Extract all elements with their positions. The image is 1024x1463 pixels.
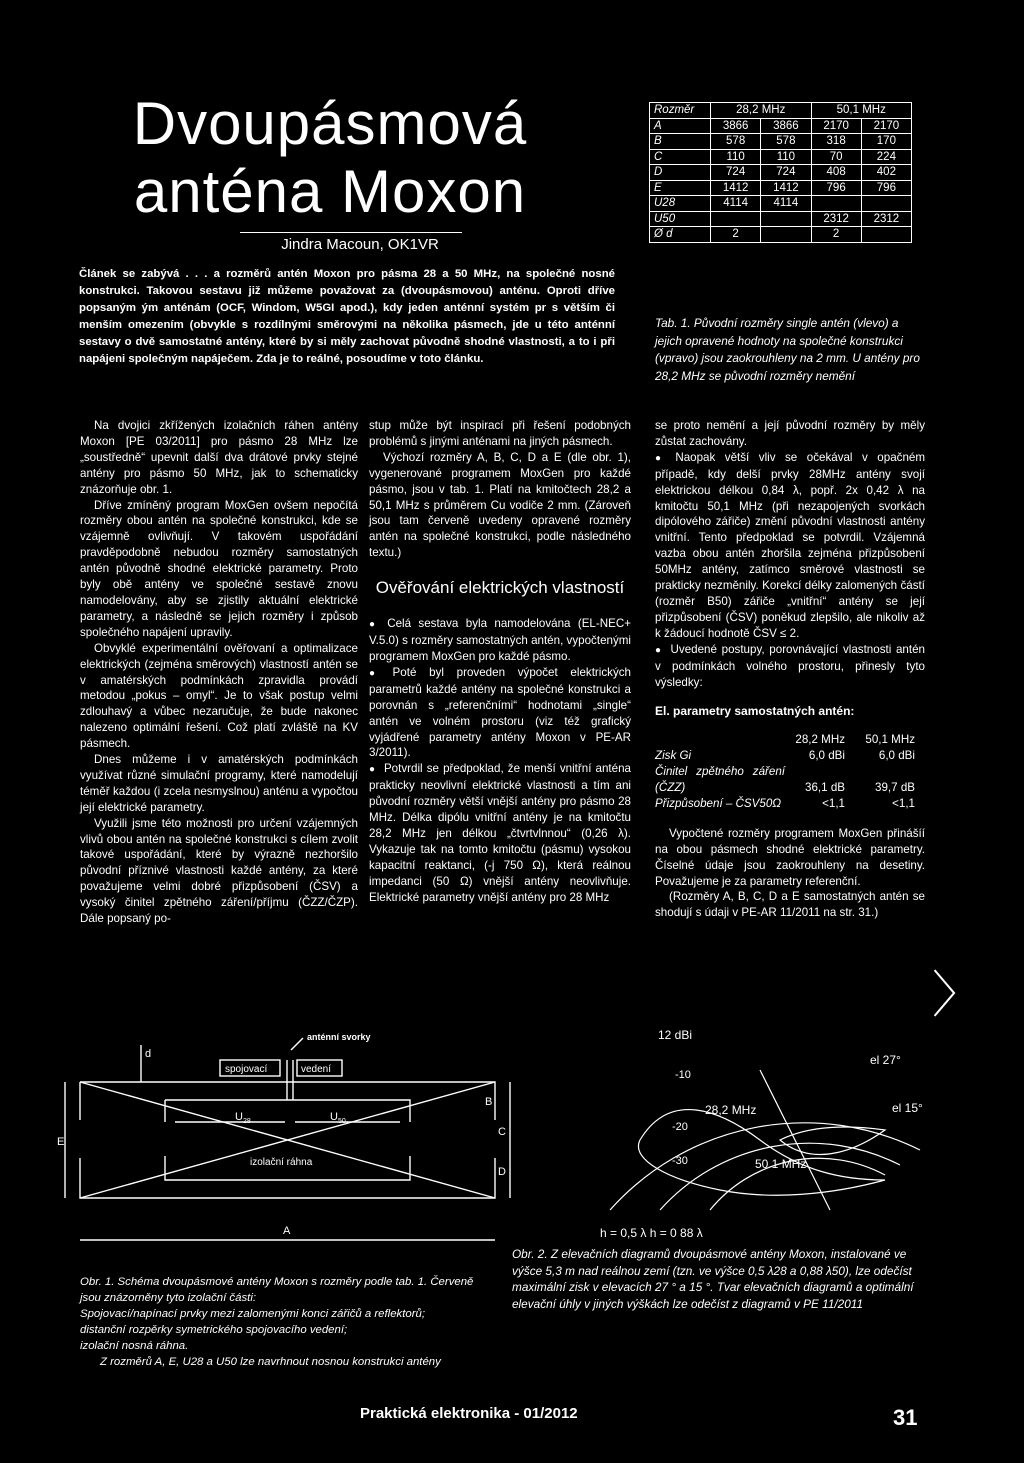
dims-row-label: E [650,180,711,196]
dimensions-table [649,102,912,243]
table-caption: Tab. 1. Původní rozměry single antén (vlevo) a jejich opravené hodnoty na společné konstrukci (vpravo) jsou zaokrouhleny na 2 mm. U antény pro 28,2 MHz se původní rozměry nemění [655,316,920,383]
fig2-label-m30: -30 [672,1155,688,1167]
dims-cell: 1412 [761,180,811,196]
col1-paragraph: Na dvojici zkřížených izolačních ráhen antény Moxon [PE 03/2011] pro pásmo 28 MHz lze „soustředně“ upevnit další dva drátové prvky stejné antény pro pásmo 50 MHz, jak to schematicky znázorňuje obr. 1. [80,419,358,496]
author: Jindra Macoun, OK1VR [281,236,439,253]
params-cell: <1,1 [822,796,845,810]
author-rule [240,232,462,233]
col3-bullet: ● Uvedené postupy, porovnávající vlastnosti antén v podmínkách volného prostoru, přinesly tyto výsledky: [655,642,925,691]
fig2-label-el27: el 27° [870,1053,901,1067]
dims-row-label: C [650,149,711,165]
col3-paragraph: Vypočtené rozměry programem MoxGen přinášíí na obou pásmech shodné elektrické parametry. Číselné údaje jsou zaokrouhleny na desetiny. Považujeme je za parametry referenční. [655,826,925,888]
dims-cell: 724 [711,165,761,181]
params-row-label: Zisk Gi [655,749,692,763]
dims-row [650,196,912,212]
dims-cell [861,196,911,212]
dims-cell: 2312 [861,211,911,227]
fig1-label-B: B [485,1096,493,1108]
col2-bullet: ● Potvrdil se předpoklad, že menší vnitřní anténa prakticky neovlivní elektrické vlastnosti a tím ani původní rozměry větší vnější antény pro pásmo 28 MHz. Délka dipólu vnitřní antény je na kmitočtu 28,2 MHz jen délkou „čtvrtvlnnou“ (0,26 λ). Vykazuje tak na tomto kmitočtu (pásmu) vysokou kapacitní reaktanci, (-j 750 Ω), která reálnou impedanci (50 Ω) vnější antény neovlivňuje. Elektrické parametry vnější antény pro 28 MHz [369,761,631,905]
dims-body [650,118,912,242]
col3-paragraph: (Rozměry A, B, C, D a E samostatných antén se shodují s údaji v PE-AR 11/2011 na str. 31.) [655,890,925,920]
dims-cell: 4114 [761,196,811,212]
dims-cell: 578 [761,134,811,150]
figure-2-elevation [600,1030,930,1220]
dims-cell: 3866 [711,118,761,134]
params-row [655,764,925,796]
dims-header-row [650,103,912,119]
dims-cell [711,211,761,227]
dims-row [650,118,912,134]
col1-paragraph: Dříve zmíněný program MoxGen ovšem nepočítá rozměry obou antén na společné konstrukci, kde se vzájemně ovlivňují. V takovém uspořádání pravděpodobně nebudou rozměry samostatných antén původně shodné elektrické parametry. Proto byly obě antény ve společné sestavě znovu namodelovány, aby se zjistily aktuální elektrické parametry, a následně se jejich rozměry i způsob společného napájení upravily. [80,498,358,639]
dims-row [650,134,912,150]
col3-bullet: ● Naopak větší vliv se očekával v opačném případě, kdy delší prvky 28MHz antény svojí elektrickou délkou 0,84 λ, popř. 2x 0,42 λ na kmitočtu 50,1 MHz (při nezapojených svorkách dipólového zářiče) změní původní vlastnosti antény vnitřní. Tento předpoklad se potvrdil. Vzájemná vazba obou antén zhoršila zejména přizpůsobení 50MHz antény, zatímco směrové vlastnosti se prakticky nezměnily. Korekcí délky zalomených částí (rozměr B50) zářiče „vnitřní“ antény se její přizpůsobení (ČSV) poněkud zlepšilo, ale nikoliv až k žádoucí hodnotě ČSV ≤ 2. [655,450,925,642]
continue-arrow-icon: 〉 [932,966,982,1024]
fig2-heights-label: h = 0,5 λ h = 0 88 λ [600,1226,703,1240]
col2-bullet: ● Poté byl proveden výpočet elektrických parametrů každé antény na společné konstrukci a porovnán s „referenčními“ hodnotami „single“ antén ve volném prostoru (viz též grafický vyjádřené parametry antény Moxon v PE-AR 3/2011). [369,665,631,761]
dims-row [650,180,912,196]
params-row-label: Činitel zpětného záření (ČZZ) [655,765,785,795]
dims-cell: 796 [861,180,911,196]
figure-1-caption [80,1274,480,1370]
fig1-label-boom: izolační ráhna [250,1157,313,1168]
params-cell: 6,0 dBi [808,749,845,763]
fig1-caption-line: distanční rozpěrky symetrického spojovacího vedení; [80,1324,348,1336]
dims-row-label: Ø d [650,227,711,243]
dims-cell: 724 [761,165,811,181]
dims-row [650,165,912,181]
params-row [655,796,925,812]
fig2-label-m10: -10 [675,1069,691,1081]
fig1-label-E: E [57,1136,65,1148]
column-1 [80,418,358,927]
params-body [655,748,925,812]
dims-cell: 224 [861,149,911,165]
dims-cell: 402 [861,165,911,181]
title-line-2: anténa Moxon [133,158,527,225]
dims-row-label: A [650,118,711,134]
dims-cell: 2312 [811,211,861,227]
footer-publication: Praktická elektronika - 01/2012 [360,1405,578,1422]
column-2 [369,418,631,905]
fig2-label-el15: el 15° [892,1101,923,1115]
dims-row-label: B [650,134,711,150]
dims-row-label: U50 [650,211,711,227]
dims-cell: 2170 [811,118,861,134]
dims-header-28: 28,2 MHz [711,103,812,119]
fig1-label-line: vedení [301,1064,332,1075]
params-cell: 36,1 dB [805,781,845,795]
dims-cell [861,227,911,243]
dims-cell: 2 [711,227,761,243]
title-line-1: Dvoupásmová [132,90,528,157]
fig1-label-u50: $U_{50}$ [330,1111,346,1125]
figure-2-caption: Obr. 2. Z elevačních diagramů dvoupásmové antény Moxon, instalované ve výšce 5,3 m nad reálnou zemí (tzn. ve výšce 0,5 λ28 a 0,88 λ50), lze odečíst maximální zisk v elevacích 27 ° a 15 °. Tvar elevačních diagramů a optimální elevační úhly v jiných výškách lze odečíst z diagramů v PE 11/2011 [512,1247,914,1311]
fig1-label-feed: anténní svorky [307,1032,371,1042]
fig1-label-u28: $U_{28}$ [235,1111,251,1125]
dims-header-label: Rozměr [650,103,711,119]
dims-cell: 2 [811,227,861,243]
fig1-label-D: D [498,1166,506,1178]
col2-paragraph: stup může být inspirací při řešení podobných problémů s jinými anténami na jiných pásmech. [369,419,631,448]
params-header-row [655,732,925,748]
column-3 [655,418,925,921]
col2-bullet: ● Celá sestava byla namodelována (EL-NEC+ V.5.0) s rozměry samostatných antén, vypočtenými programem MoxGen pro každé pásmo. [369,616,631,665]
fig1-label-join: spojovací [225,1064,268,1075]
dims-cell: 3866 [761,118,811,134]
fig1-caption-line: Obr. 1. Schéma dvoupásmové antény Moxon s rozměry podle tab. 1. Červeně jsou znázorněny tyto izolační části: [80,1276,474,1304]
dims-row [650,149,912,165]
fig1-label-C: C [498,1126,506,1138]
col3-paragraph: se proto nemění a její původní rozměry by měly zůstat zachovány. [655,419,925,448]
grid-radial [760,1070,830,1210]
dims-cell [761,227,811,243]
dims-cell: 578 [711,134,761,150]
params-cell: <1,1 [892,796,915,810]
col2-paragraph: Výchozí rozměry A, B, C, D a E (dle obr. 1), vygenerované programem MoxGen pro každé pásmo, jsou v tab. 1. Platí na kmitočtech 28,2 a 50,1 MHz s průměrem Cu vodiče 2 mm. (Zároveň jsou tam červeně uvedeny opravené rozměry antén na společné konstrukci, podle následného textu.) [369,450,631,560]
dims-cell: 110 [711,149,761,165]
dims-cell [761,211,811,227]
fig1-caption-line: Spojovací/napínací prvky mezi zalomenými konci zářičů a reflektorů; [80,1308,426,1320]
fig1-caption-line: Z rozměrů A, E, U28 a U50 lze navrhnout nosnou konstrukci antény [100,1356,441,1368]
fig1-label-d: d [145,1048,152,1060]
dims-cell [811,196,861,212]
dims-cell: 796 [811,180,861,196]
dims-cell: 1412 [711,180,761,196]
fig1-caption-line: izolační nosná ráhna. [80,1340,189,1352]
params-row-label: Přizpůsobení – ČSV50Ω [655,796,782,810]
params-header-cell: 28,2 MHz [795,733,845,747]
fig1-label-A: A [283,1225,291,1237]
intro-paragraph [79,266,615,367]
fig2-label-m20: -20 [672,1121,688,1133]
params-title: El. parametry samostatných antén: [655,704,855,719]
fig2-label-50: 50 1 MHz [755,1157,807,1171]
feed-pointer [291,1038,303,1050]
col1-paragraph: Využili jsme této možnosti pro určení vzájemných vlivů obou antén na společné konstrukci s cílem zvolit takové uspořádání, které by výrazně nezhoršilo původní příznivé vlastnosti každé antény, za které považujeme velmi dobré přizpůsobení (ČSV) a vysoký činitel zpětného záření/příjmu (ČZZ/ČZP). Dále popsaný po- [80,816,358,926]
section-heading: Ověřování elektrických vlastností [375,578,625,598]
params-row [655,748,925,764]
params-table [655,732,925,812]
dims-header-50: 50,1 MHz [811,103,912,119]
fig2-gain-label: 12 dBi [658,1028,693,1042]
dims-cell: 408 [811,165,861,181]
params-header-cell: 50,1 MHz [865,733,915,747]
dims-cell: 170 [861,134,911,150]
params-cell: 39,7 dB [875,781,915,795]
dims-cell: 318 [811,134,861,150]
col1-paragraph: Dnes můžeme i v amatérských podmínkách využívat různé simulační programy, které namodelují téměř každou (i zcela nesmyslnou) anténu a vypočtou její elektrické parametry. [80,753,358,814]
dims-cell: 2170 [861,118,911,134]
figure-1-schematic [55,1030,525,1270]
page-number: 31 [893,1405,918,1430]
col1-paragraph: Obvyklé experimentální ověřovaní a optimalizace elektrických (zejména směrových) vlastností antén se v amatérských podmínkách zpravidla provádí metodou „pokus – omyl“. Je to však postup velmi zdlouhavý a vůbec nezaručuje, že bude nakonec nalezeno optimální řešení. Což platí zvláště na KV pásmech. [80,641,358,751]
fig2-label-28: 28,2 MHz [705,1103,757,1117]
dims-row [650,227,912,243]
dims-cell: 4114 [711,196,761,212]
params-cell: 6,0 dBi [878,749,915,763]
intro-text: Článek se zabývá . . . a rozměrů antén Moxon pro pásma 28 a 50 MHz, na společné nosné konstrukci. Takovou sestavu již můžeme považovat za (dvoupásmovou) anténu. Oproti dříve popsaným ým anténám (OCF, Windom, W5GI apod.), kdy jeden anténní systém pr s větším či menším omezením (obvykle s rozdílnými směrovými na několika pásmech, jde u této anténní sestavy o dvě samostatné antény, které by si měly zachovat původně shodné vlastnosti, a to i při napájeni společným napáječem. Zda je to reálné, posoudíme v toto článku. [79,268,615,365]
dims-cell: 110 [761,149,811,165]
dims-row-label: U28 [650,196,711,212]
dims-row-label: D [650,165,711,181]
params-header-cell [655,732,785,748]
dims-cell: 70 [811,149,861,165]
dims-row [650,211,912,227]
